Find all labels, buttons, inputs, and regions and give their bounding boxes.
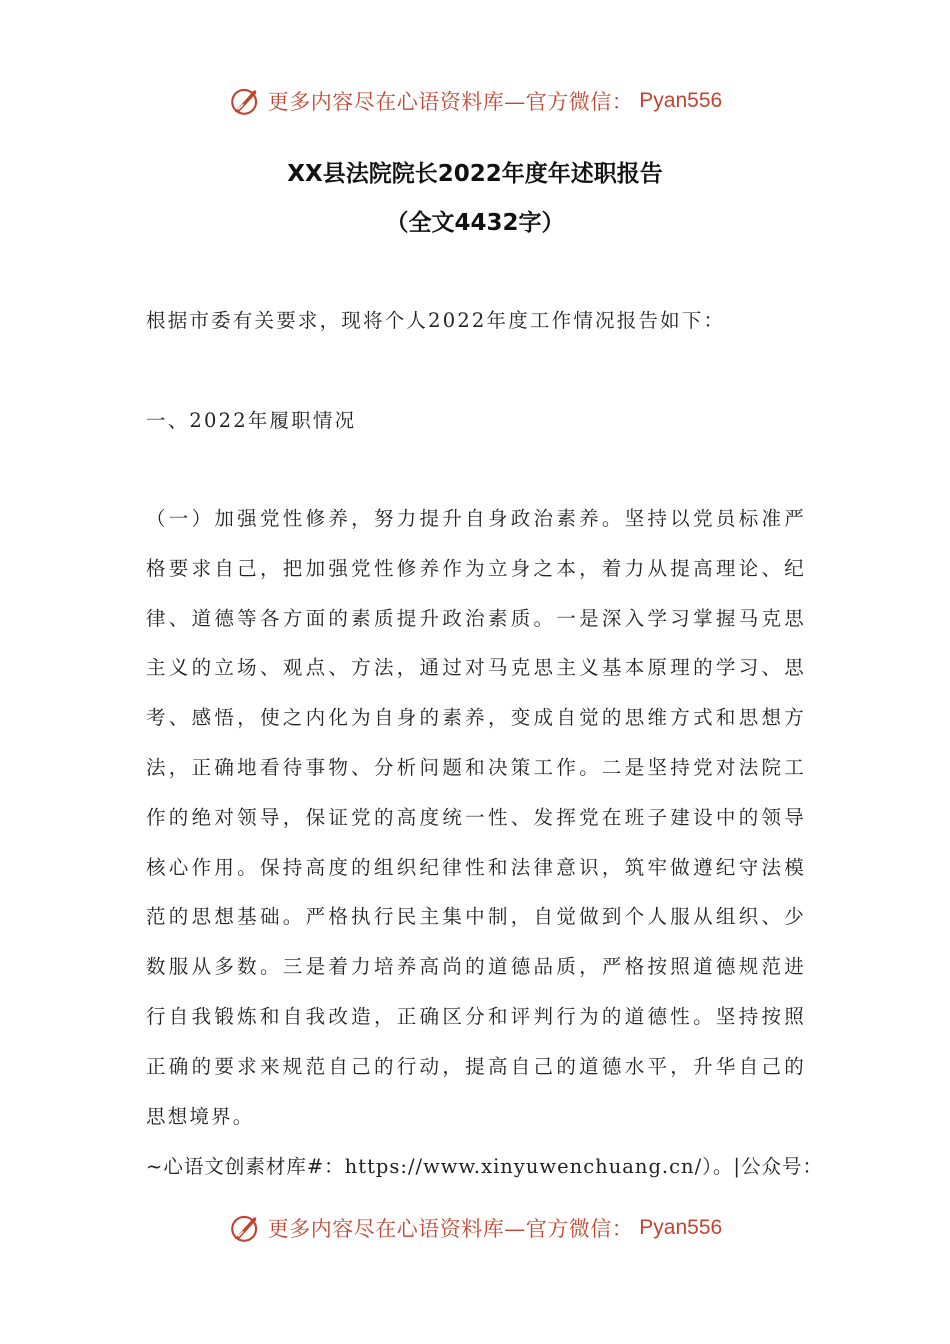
paragraph-line: （一）加强党性修养，努力提升自身政治素养。坚持以党员标准严 [146, 507, 806, 530]
paragraph-line: 律、道德等各方面的素质提升政治素质。一是深入学习掌握马克思 [146, 606, 806, 630]
paragraph-line: 法，正确地看待事物、分析问题和决策工作。二是坚持党对法院工 [146, 755, 806, 779]
banner-wechat-handle: Pyan556 [639, 89, 723, 112]
paragraph-line: 范的思想基础。严格执行民主集中制，自觉做到个人服从组织、少 [146, 905, 806, 929]
document-subtitle: （全文4432字） [385, 210, 565, 236]
paragraph-line: 思想境界。 [146, 1104, 255, 1128]
source-note: ~心语文创素材库#：https://www.xinyuwenchuang.cn/）。|公众号： [146, 1155, 823, 1178]
paragraph-line: 核心作用。保持高度的组织纪律性和法律意识，筑牢做遵纪守法模 [146, 855, 806, 879]
banner-text: 更多内容尽在心语资料库—官方微信： [267, 1217, 634, 1241]
paragraph-line: 作的绝对领导，保证党的高度统一性、发挥党在班子建设中的领导 [146, 805, 806, 829]
paragraph-line: 行自我锻炼和自我改造，正确区分和评判行为的道德性。坚持按照 [146, 1004, 806, 1028]
banner-text: 更多内容尽在心语资料库—官方微信： [267, 90, 634, 114]
paragraph-line: 数服从多数。三是着力培养高尚的道德品质，严格按照道德规范进 [146, 955, 806, 979]
paragraph-line: 格要求自己，把加强党性修养作为立身之本，着力从提高理论、纪 [146, 556, 806, 580]
body-paragraph [146, 504, 806, 1151]
intro-paragraph: 根据市委有关要求，现将个人2022年度工作情况报告如下： [146, 309, 726, 332]
quill-logo-icon [228, 84, 262, 118]
paragraph-line: 正确的要求来规范自己的行动，提高自己的道德水平，升华自己的 [146, 1054, 806, 1078]
paragraph-line: 考、感悟，使之内化为自身的素养，变成自觉的思维方式和思想方 [146, 706, 806, 730]
paragraph-line: 主义的立场、观点、方法，通过对马克思主义基本原理的学习、思 [146, 656, 806, 680]
document-title: XX县法院院长2022年度年述职报告 [287, 161, 663, 187]
header-banner [0, 84, 950, 118]
section-heading: 一、2022年履职情况 [146, 409, 357, 432]
footer-banner [0, 1211, 950, 1245]
banner-wechat-handle: Pyan556 [639, 1216, 723, 1239]
quill-logo-icon [228, 1211, 262, 1245]
